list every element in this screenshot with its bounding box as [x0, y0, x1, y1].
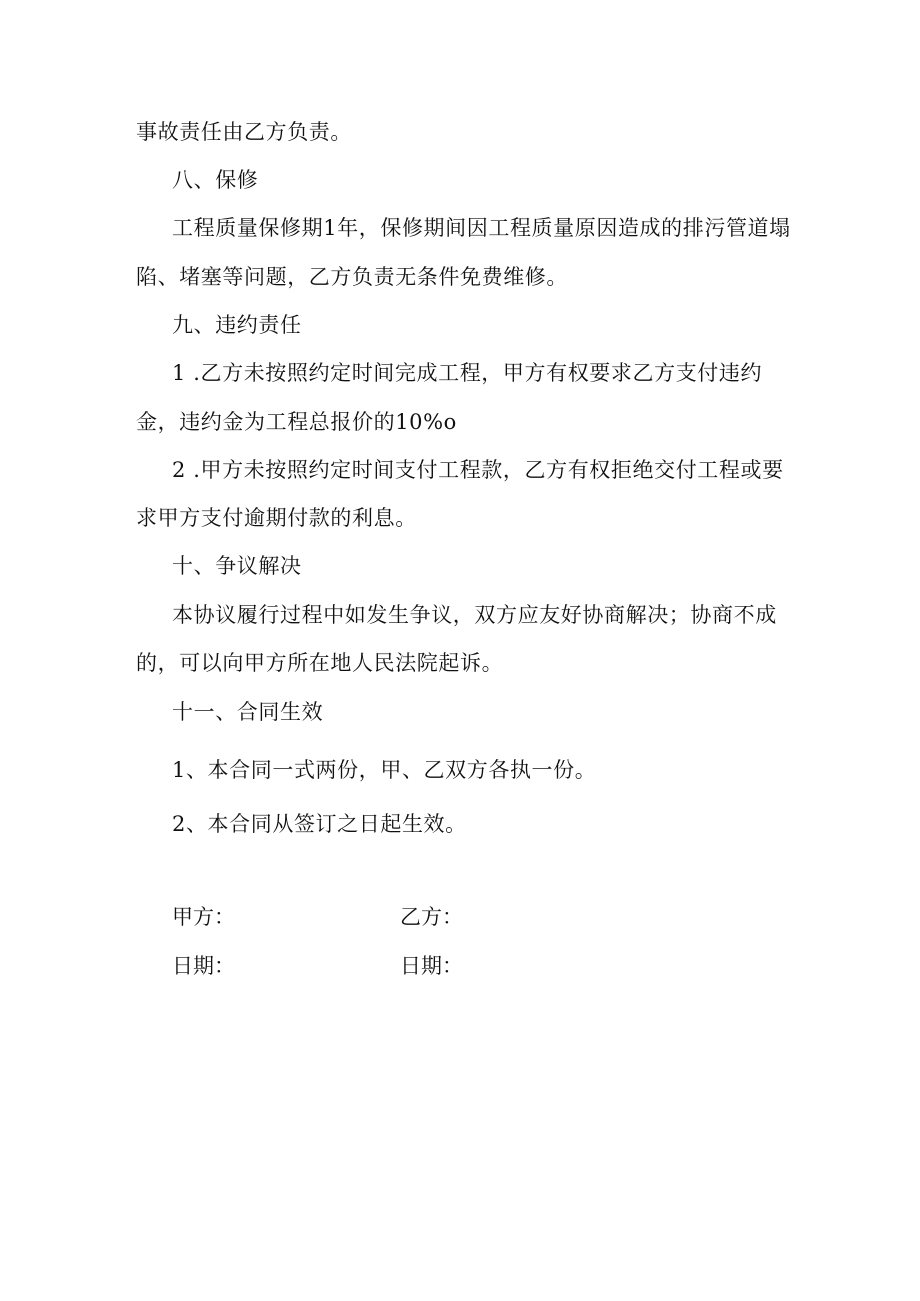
section-heading-breach: 九、违约责任 — [172, 313, 302, 337]
paragraph-line: 事故责任由乙方负责。 — [136, 120, 352, 144]
date-b-label: 日期： — [400, 954, 463, 978]
party-b-label: 乙方： — [400, 905, 463, 929]
paragraph-line: 金，违约金为工程总报价的10%o — [136, 410, 457, 434]
paragraph-line: 陷、堵塞等问题，乙方负责无条件免费维修。 — [136, 265, 568, 289]
date-a-label: 日期： — [172, 954, 235, 978]
paragraph-line: 2 .甲方未按照约定时间支付工程款，乙方有权拒绝交付工程或要 — [172, 458, 784, 482]
party-a-label: 甲方： — [172, 905, 235, 929]
section-heading-warranty: 八、保修 — [172, 168, 259, 192]
paragraph-line: 1、本合同一式两份，甲、乙双方各执一份。 — [172, 758, 597, 782]
paragraph-line: 2、本合同从签订之日起生效。 — [172, 812, 467, 836]
paragraph-line: 1 .乙方未按照约定时间完成工程，甲方有权要求乙方支付违约 — [172, 361, 763, 385]
paragraph-line: 的，可以向甲方所在地人民法院起诉。 — [136, 651, 504, 675]
paragraph-line: 求甲方支付逾期付款的利息。 — [136, 506, 417, 530]
paragraph-line: 本协议履行过程中如发生争议，双方应友好协商解决；协商不成 — [172, 603, 777, 627]
section-heading-dispute: 十、争议解决 — [172, 554, 302, 578]
paragraph-line: 工程质量保修期1年，保修期间因工程质量原因造成的排污管道塌 — [172, 216, 791, 240]
section-heading-effect: 十一、合同生效 — [172, 700, 324, 724]
